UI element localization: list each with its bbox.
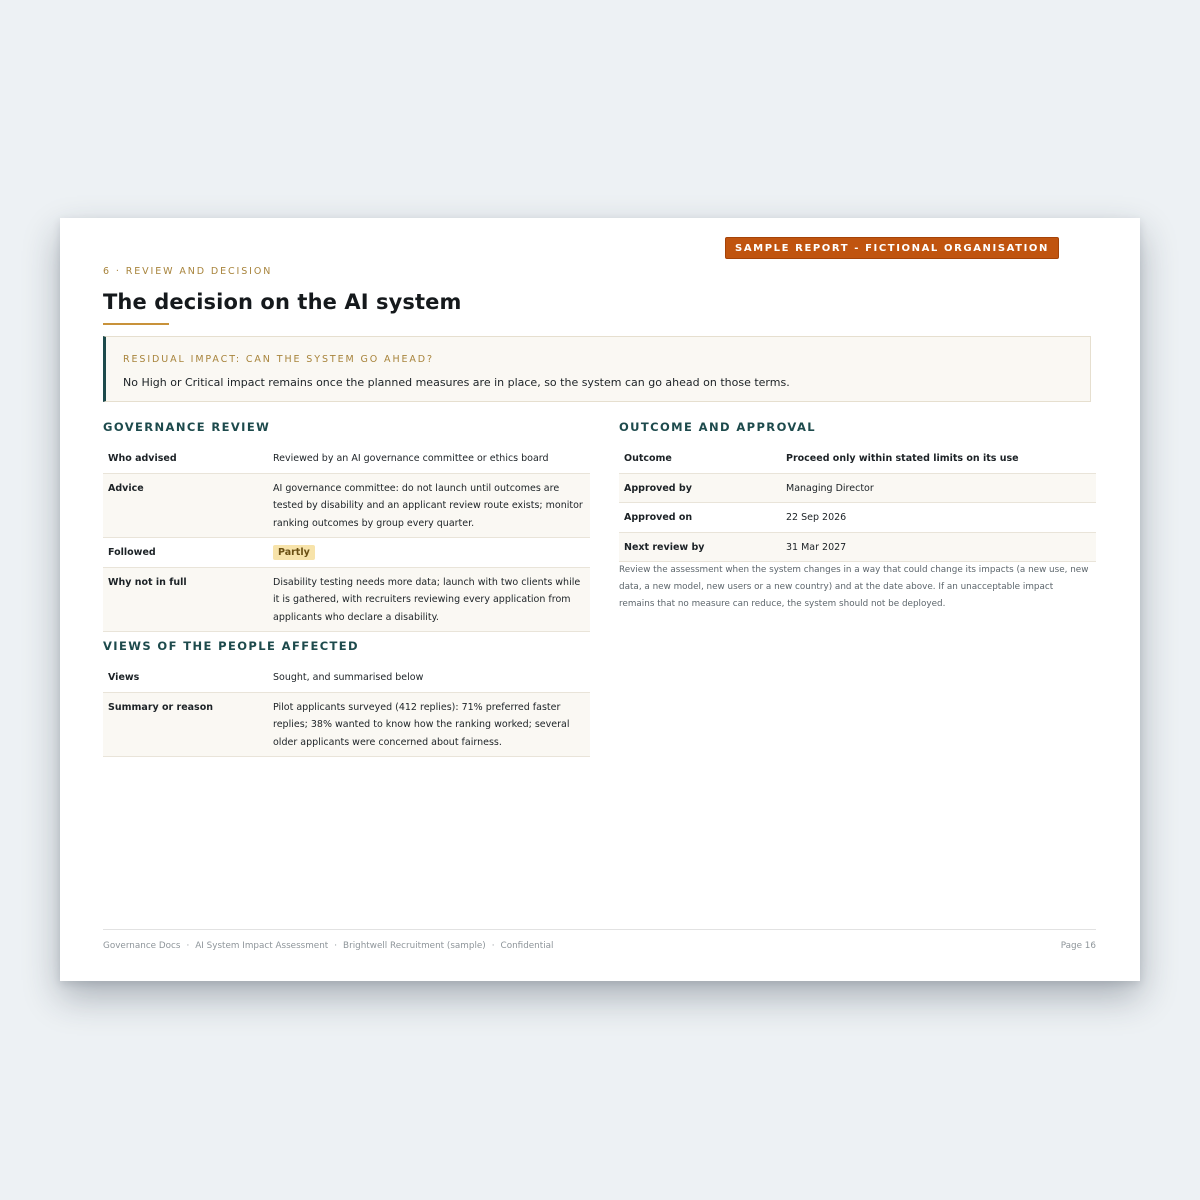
row-value-approved-by: Managing Director xyxy=(781,473,1096,503)
table-row xyxy=(619,503,1096,533)
table-row xyxy=(619,532,1096,562)
row-key-advice: Advice xyxy=(103,473,268,538)
row-key-approved-on: Approved on xyxy=(619,503,781,533)
row-value-summary: Pilot applicants surveyed (412 replies): 71% preferred faster replies; 38% wanted to know how the ranking worked; several older applicants were concerned about fairness. xyxy=(268,692,590,757)
table-row xyxy=(103,444,590,473)
outcome-approval-heading: OUTCOME AND APPROVAL xyxy=(619,420,816,434)
footer-divider xyxy=(103,929,1096,930)
row-value-advice: AI governance committee: do not launch until outcomes are tested by disability and an applicant review route exists; monitor ranking outcomes by group every quarter. xyxy=(268,473,590,538)
residual-impact-callout xyxy=(103,336,1091,402)
row-key-summary: Summary or reason xyxy=(103,692,268,757)
followed-status-badge: Partly xyxy=(273,545,315,560)
row-value-why-not-in-full: Disability testing needs more data; launch with two clients while it is gathered, with recruiters reviewing every application from applicants who declare a disability. xyxy=(268,567,590,632)
row-value-views: Sought, and summarised below xyxy=(268,663,590,692)
table-row xyxy=(619,444,1096,473)
row-key-approved-by: Approved by xyxy=(619,473,781,503)
governance-review-table xyxy=(103,444,590,632)
views-heading: VIEWS OF THE PEOPLE AFFECTED xyxy=(103,639,359,653)
table-row xyxy=(103,567,590,632)
table-row xyxy=(103,692,590,757)
page-title: The decision on the AI system xyxy=(103,290,462,314)
footer-item: Confidential xyxy=(500,941,554,951)
page-number: Page 16 xyxy=(1060,941,1096,951)
callout-label: RESIDUAL IMPACT: CAN THE SYSTEM GO AHEAD? xyxy=(123,354,434,365)
title-underline xyxy=(103,323,169,325)
table-row xyxy=(103,473,590,538)
table-row xyxy=(103,663,590,692)
footer-item: AI System Impact Assessment xyxy=(195,941,329,951)
footer-separator: · xyxy=(186,941,190,951)
row-key-why-not-in-full: Why not in full xyxy=(103,567,268,632)
sample-report-badge: SAMPLE REPORT - FICTIONAL ORGANISATION xyxy=(725,237,1059,259)
review-note: Review the assessment when the system changes in a way that could change its impacts (a new use, new data, a new model, new users or a new country) and at the date above. If an unacceptable impact remains that no measure can reduce, the system should not be deployed. xyxy=(619,565,1089,609)
footer-separator: · xyxy=(334,941,338,951)
table-row xyxy=(619,473,1096,503)
footer-item: Governance Docs xyxy=(103,941,181,951)
row-key-next-review: Next review by xyxy=(619,532,781,562)
row-key-followed: Followed xyxy=(103,538,268,568)
section-eyebrow: 6 · REVIEW AND DECISION xyxy=(103,266,273,277)
row-key-views: Views xyxy=(103,663,268,692)
row-key-who-advised: Who advised xyxy=(103,444,268,473)
row-key-outcome: Outcome xyxy=(619,444,781,473)
outcome-approval-table xyxy=(619,444,1096,562)
footer-breadcrumb xyxy=(103,941,554,951)
row-value-outcome: Proceed only within stated limits on its use xyxy=(781,444,1096,473)
governance-review-heading: GOVERNANCE REVIEW xyxy=(103,420,271,434)
footer-item: Brightwell Recruitment (sample) xyxy=(343,941,486,951)
footer-separator: · xyxy=(491,941,495,951)
row-value-who-advised: Reviewed by an AI governance committee or ethics board xyxy=(268,444,590,473)
callout-text: No High or Critical impact remains once the planned measures are in place, so the system can go ahead on those terms. xyxy=(123,376,790,389)
views-table xyxy=(103,663,590,757)
row-value-next-review: 31 Mar 2027 xyxy=(781,532,1096,562)
report-page xyxy=(60,218,1140,981)
row-value-approved-on: 22 Sep 2026 xyxy=(781,503,1096,533)
row-value-followed xyxy=(268,538,590,568)
table-row xyxy=(103,538,590,568)
